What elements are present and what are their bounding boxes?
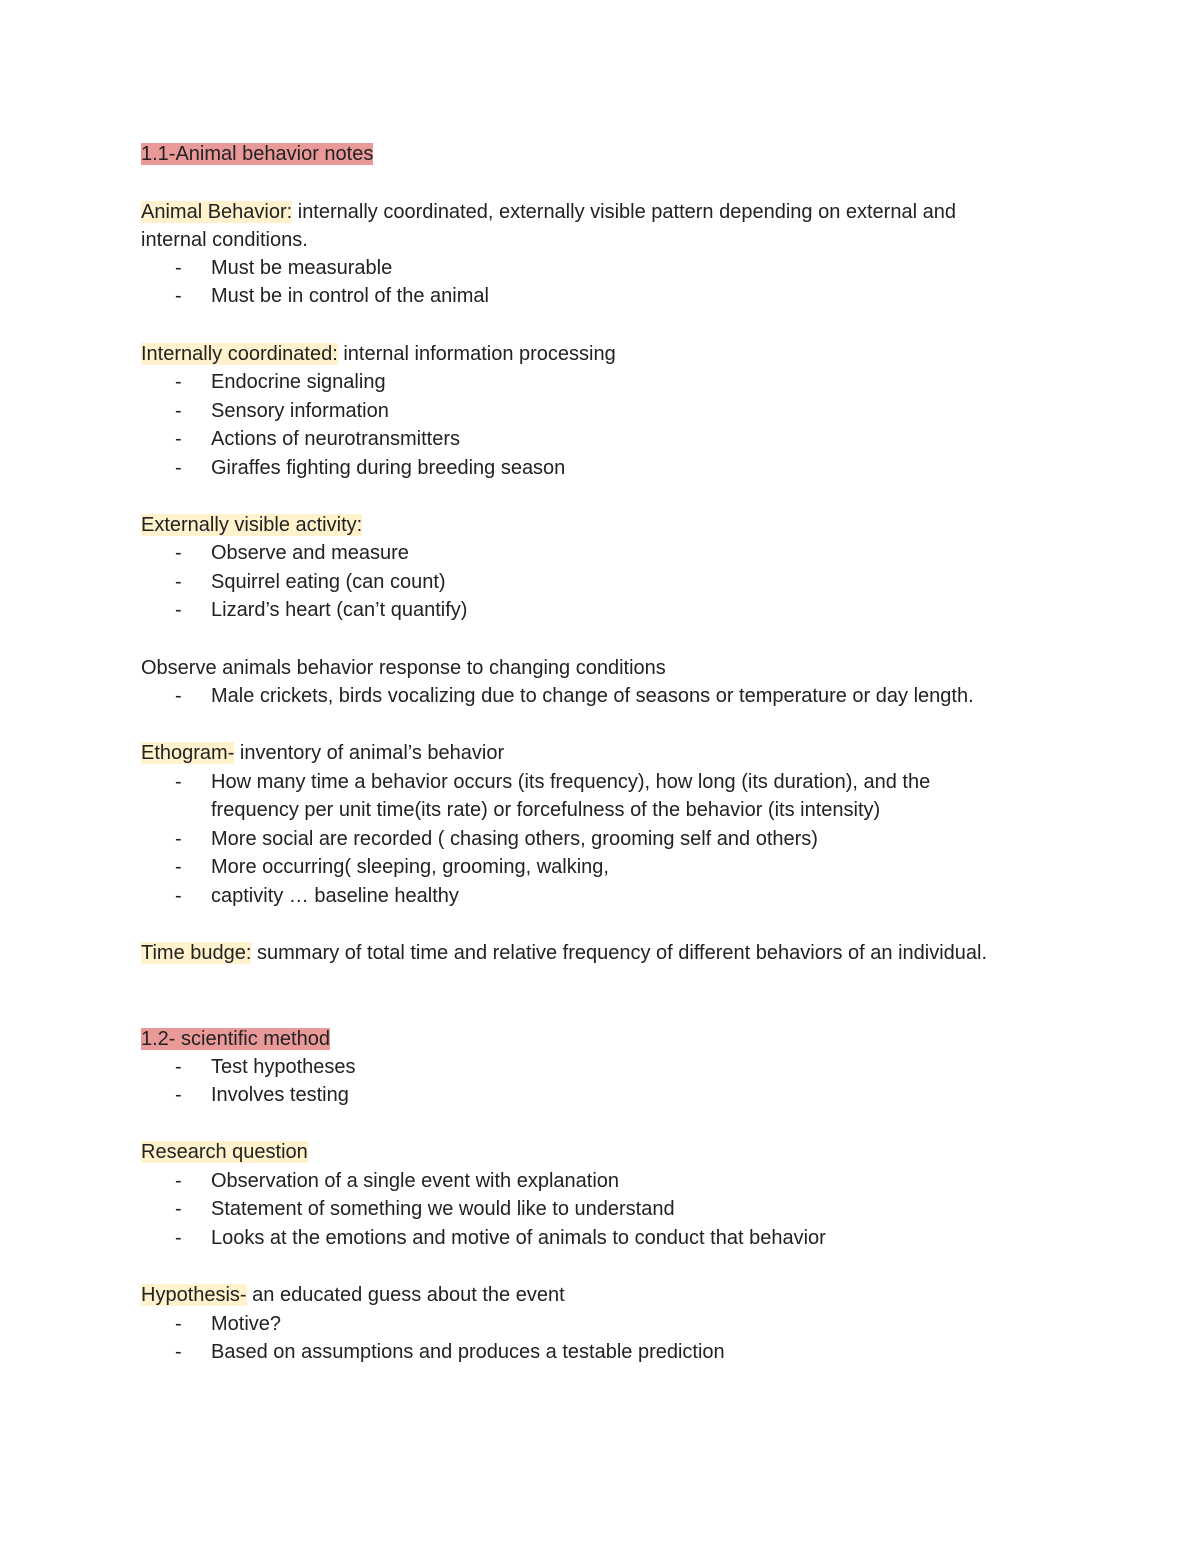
bullet-dash: - xyxy=(175,1341,182,1363)
bullet-item xyxy=(175,369,386,395)
bullet-text: Statement of something we would like to understand xyxy=(211,1198,675,1220)
definition-text: an educated guess about the event xyxy=(246,1284,565,1306)
definition-text: inventory of animal’s behavior xyxy=(234,742,505,764)
bullet-item xyxy=(175,426,460,452)
bullet-text: captivity … baseline healthy xyxy=(211,885,459,907)
bullet-dash: - xyxy=(175,1227,182,1249)
bullet-dash: - xyxy=(175,371,182,393)
term-label: Research question xyxy=(141,1141,308,1163)
term-label: Hypothesis- xyxy=(141,1284,247,1306)
definition-line xyxy=(141,199,956,225)
bullet-dash: - xyxy=(175,599,182,621)
bullet-dash: - xyxy=(175,1313,182,1335)
definition-line xyxy=(141,1282,565,1308)
bullet-text: Endocrine signaling xyxy=(211,371,386,393)
definition-text: summary of total time and relative frequency of different behaviors of an individual. xyxy=(251,942,988,964)
bullet-dash: - xyxy=(175,542,182,564)
bullet-dash: - xyxy=(175,400,182,422)
bullet-continuation: frequency per unit time(its rate) or forcefulness of the behavior (its intensity) xyxy=(211,799,881,821)
bullet-item xyxy=(175,398,389,424)
definition-line xyxy=(141,940,987,966)
bullet-text: Must be measurable xyxy=(211,257,393,279)
bullet-dash: - xyxy=(175,885,182,907)
term-label: Time budge: xyxy=(141,942,252,964)
bullet-item xyxy=(175,1054,356,1080)
bullet-text: Involves testing xyxy=(211,1084,349,1106)
bullet-text: Looks at the emotions and motive of animals to conduct that behavior xyxy=(211,1227,826,1249)
section-heading xyxy=(141,141,373,167)
bullet-dash: - xyxy=(175,285,182,307)
bullet-dash: - xyxy=(175,856,182,878)
term-label: Animal Behavior: xyxy=(141,201,293,223)
bullet-text: More occurring( sleeping, grooming, walking, xyxy=(211,856,609,878)
bullet-text: Based on assumptions and produces a testable prediction xyxy=(211,1341,725,1363)
bullet-dash: - xyxy=(175,771,182,793)
section-heading xyxy=(141,1026,330,1052)
bullet-dash: - xyxy=(175,1084,182,1106)
bullet-text: Sensory information xyxy=(211,400,389,422)
bullet-item xyxy=(175,540,409,566)
bullet-item xyxy=(175,1339,725,1365)
bullet-dash: - xyxy=(175,1198,182,1220)
term-label: Internally coordinated: xyxy=(141,343,338,365)
bullet-item xyxy=(175,683,974,709)
bullet-item xyxy=(175,1168,619,1194)
bullet-item xyxy=(175,455,565,481)
bullet-dash: - xyxy=(175,1056,182,1078)
bullet-text: Observe and measure xyxy=(211,542,409,564)
definition-line xyxy=(141,341,616,367)
definition-text: internally coordinated, externally visible pattern depending on external and xyxy=(292,201,956,223)
bullet-item xyxy=(175,1196,675,1222)
bullet-dash: - xyxy=(175,457,182,479)
bullet-item xyxy=(175,826,818,852)
bullet-item xyxy=(175,569,446,595)
bullet-dash: - xyxy=(175,828,182,850)
bullet-item xyxy=(175,283,489,309)
bullet-dash: - xyxy=(175,571,182,593)
bullet-text: Lizard’s heart (can’t quantify) xyxy=(211,599,468,621)
bullet-item xyxy=(175,1311,281,1337)
bullet-item xyxy=(175,769,930,795)
paragraph-line: Observe animals behavior response to changing conditions xyxy=(141,657,666,679)
bullet-text: Must be in control of the animal xyxy=(211,285,489,307)
term-label: Externally visible activity: xyxy=(141,514,363,536)
bullet-text: Actions of neurotransmitters xyxy=(211,428,460,450)
bullet-item xyxy=(175,1082,349,1108)
bullet-dash: - xyxy=(175,428,182,450)
definition-line xyxy=(141,1139,308,1165)
bullet-item xyxy=(175,255,392,281)
definition-line xyxy=(141,512,362,538)
bullet-text: More social are recorded ( chasing others, grooming self and others) xyxy=(211,828,818,850)
term-label: Ethogram- xyxy=(141,742,235,764)
bullet-dash: - xyxy=(175,257,182,279)
bullet-text: How many time a behavior occurs (its frequency), how long (its duration), and the xyxy=(211,771,931,793)
bullet-text: Giraffes fighting during breeding season xyxy=(211,457,566,479)
bullet-text: Motive? xyxy=(211,1313,282,1335)
definition-text: internal information processing xyxy=(337,343,616,365)
section-heading-text: 1.2- scientific method xyxy=(141,1028,330,1050)
bullet-dash: - xyxy=(175,685,182,707)
bullet-dash: - xyxy=(175,1170,182,1192)
definition-continuation: internal conditions. xyxy=(141,229,308,251)
bullet-item xyxy=(175,1225,826,1251)
definition-line xyxy=(141,740,504,766)
bullet-item xyxy=(175,883,459,909)
bullet-text: Observation of a single event with explanation xyxy=(211,1170,620,1192)
section-heading-text: 1.1-Animal behavior notes xyxy=(141,143,374,165)
bullet-text: Male crickets, birds vocalizing due to change of seasons or temperature or day length. xyxy=(211,685,974,707)
bullet-item xyxy=(175,597,467,623)
bullet-text: Test hypotheses xyxy=(211,1056,356,1078)
bullet-text: Squirrel eating (can count) xyxy=(211,571,446,593)
bullet-item xyxy=(175,854,609,880)
